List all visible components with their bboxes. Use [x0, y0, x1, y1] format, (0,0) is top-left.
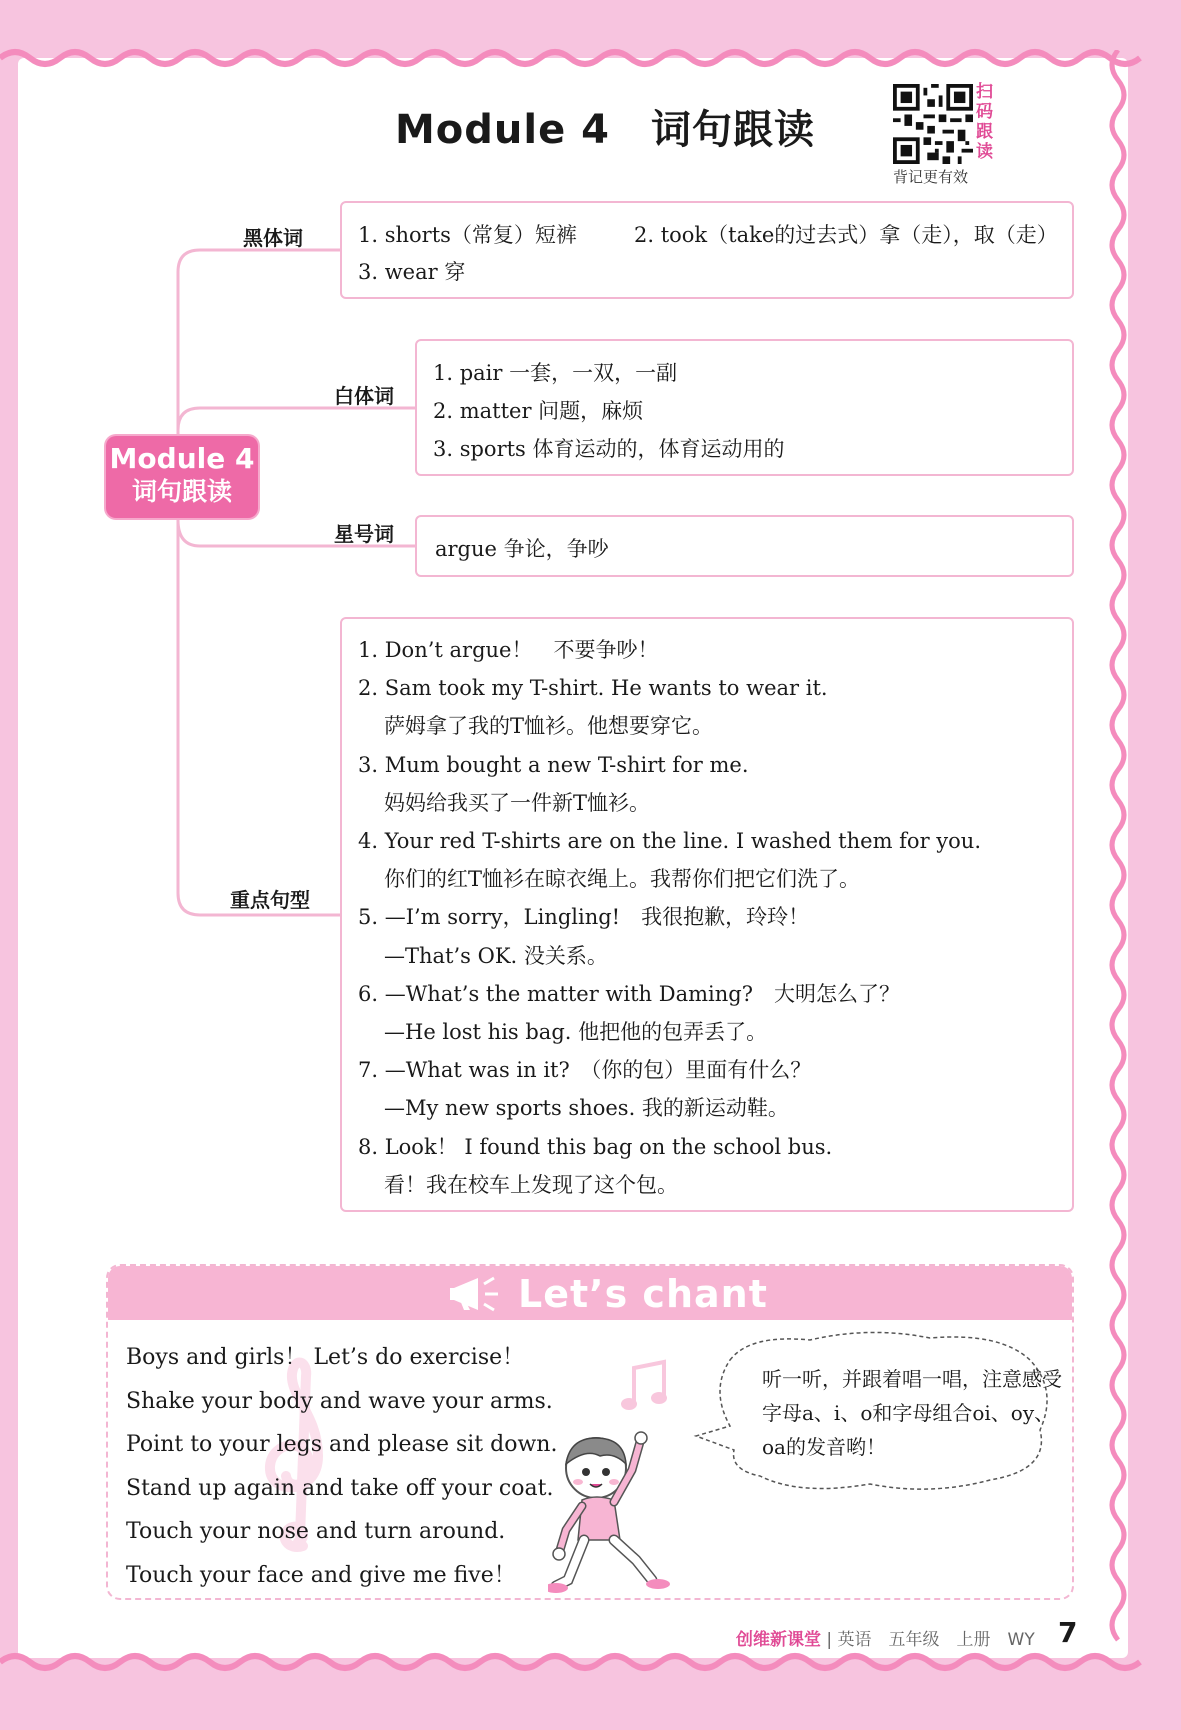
chant-line-2: Shake your body and wave your arms. — [126, 1388, 553, 1414]
key-sentences-box — [340, 617, 1074, 1212]
hub-line-1: Module 4 — [109, 442, 255, 475]
sentence-6-a: 6. —What’s the matter with Daming? 大明怎么了？ — [358, 981, 900, 1006]
qr-caption: 背记更有效 — [893, 168, 969, 186]
chant-title: Let’s chant — [518, 1272, 768, 1316]
plain-word-3: 3. sports 体育运动的，体育运动用的 — [433, 437, 785, 461]
sentence-4-cn: 你们的红T恤衫在晾衣绳上。我帮你们把它们洗了。 — [384, 867, 861, 892]
megaphone-icon — [448, 1274, 508, 1314]
sentence-3-cn: 妈妈给我买了一件新T恤衫。 — [384, 790, 651, 815]
chant-lines — [126, 1336, 557, 1598]
bold-words-box — [340, 201, 1074, 299]
plain-word-2: 2. matter 问题，麻烦 — [433, 399, 644, 423]
page-title: Module 4 词句跟读 — [395, 107, 815, 153]
chant-line-3: Point to your legs and please sit down. — [126, 1432, 558, 1458]
chant-line-6: Touch your face and give me five！ — [126, 1562, 516, 1588]
sentence-1-en: 1. Don’t argue！ 不要争吵！ — [358, 638, 659, 662]
plain-words-label: 白体词 — [334, 384, 394, 408]
sentence-7-b: —My new sports shoes. 我的新运动鞋。 — [384, 1096, 789, 1121]
sentence-8-cn: 看！我在校车上发现了这个包。 — [384, 1172, 678, 1197]
sentence-5-a: 5. —I’m sorry，Lingling! 我很抱歉，玲玲！ — [358, 905, 810, 930]
chant-line-4: Stand up again and take off your coat. — [126, 1475, 554, 1501]
chant-line-5: Touch your nose and turn around. — [126, 1519, 506, 1545]
chant-line-1: Boys and girls！ Let’s do exercise！ — [126, 1345, 525, 1370]
bold-word-1: 1. shorts（常复）短裤 — [358, 223, 577, 247]
qr-side-label: 扫码跟读 — [976, 82, 993, 162]
sentence-8-en: 8. Look！ I found this bag on the school bus. — [358, 1134, 833, 1159]
sentence-2-cn: 萨姆拿了我的T恤衫。他想要穿它。 — [384, 714, 714, 739]
music-note-icon — [616, 1356, 676, 1416]
sentence-7-a: 7. —What was in it? （你的包）里面有什么？ — [358, 1058, 812, 1083]
star-word-1: argue 争论，争吵 — [435, 537, 609, 561]
bold-word-3: 3. wear 穿 — [358, 260, 466, 284]
sentence-2-en: 2. Sam took my T-shirt. He wants to wear it. — [358, 676, 828, 701]
footer — [736, 1625, 1035, 1650]
bold-words-label: 黑体词 — [243, 226, 303, 250]
footer-brand: 创维新课堂 — [736, 1630, 821, 1650]
hub-line-2: 词句跟读 — [131, 477, 232, 506]
module-hub-node — [106, 436, 258, 518]
star-words-box — [415, 515, 1074, 577]
bold-word-2: 2. took（take的过去式）拿（走），取（走） — [634, 223, 1058, 247]
sentence-4-en: 4. Your red T-shirts are on the line. I washed them for you. — [358, 829, 981, 854]
bottom-wave-border — [0, 1648, 1181, 1678]
page-number: 7 — [1058, 1616, 1078, 1649]
footer-info: | 英语 五年级 上册 WY — [826, 1630, 1035, 1650]
sentence-3-en: 3. Mum bought a new T-shirt for me. — [358, 752, 749, 777]
bubble-text: 听一听，并跟着唱一唱，注意感受字母a、i、o和字母组合oi、oy、oa的发音哟！ — [762, 1367, 1062, 1459]
dancing-child-illustration — [548, 1430, 678, 1595]
plain-word-1: 1. pair 一套，一双，一副 — [433, 361, 678, 385]
key-sentences-label: 重点句型 — [230, 888, 310, 912]
sentence-6-b: —He lost his bag. 他把他的包弄丢了。 — [384, 1020, 768, 1045]
plain-words-box — [415, 339, 1074, 476]
star-words-label: 星号词 — [334, 522, 394, 546]
sentence-5-b: —That’s OK. 没关系。 — [384, 943, 608, 968]
